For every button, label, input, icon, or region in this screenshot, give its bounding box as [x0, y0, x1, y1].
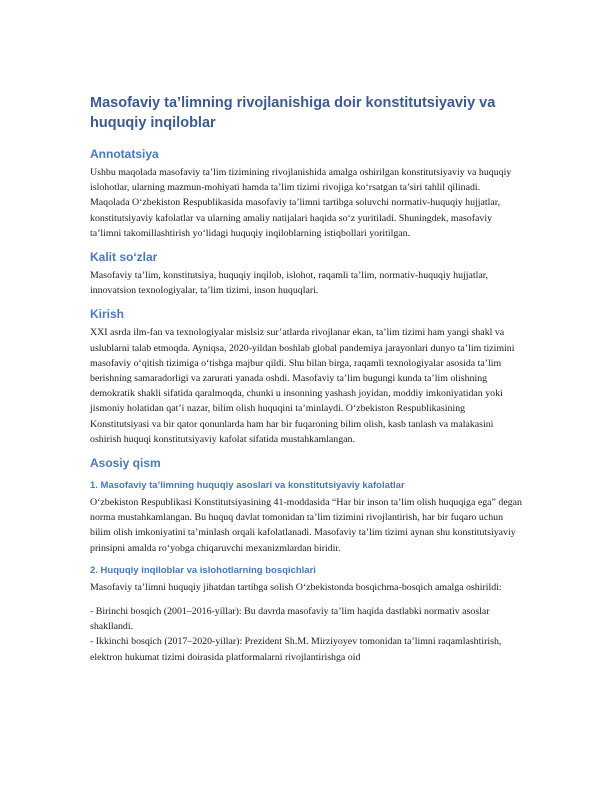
- keywords-text: Masofaviy ta’lim, konstitutsiya, huquqiy inqilob, islohot, raqamli ta’lim, normativ-huquqiy hujjatlar, innovatsion texnologiyalar, ta’lim tizimi, inson huquqlari.: [90, 270, 489, 297]
- document-content: [90, 93, 522, 665]
- document-title: Masofaviy ta’limning rivojlanishiga doir konstitutsiyaviy va huquqiy inqiloblar: [90, 95, 496, 131]
- list-item: - Ikkinchi bosqich (2017–2020-yillar): Prezident Sh.M. Mirziyoyev tomonidan ta’limni raqamlashtirish, elektron hukumat tizimi doirasida platformalarni rivojlantirishga oid: [90, 636, 502, 663]
- intro-heading: Kirish: [90, 307, 125, 322]
- list-item: - Birinchi bosqich (2001–2016-yillar): Bu davrda masofaviy ta’lim haqida dastlabki normativ asoslar shakllandi.: [90, 606, 490, 633]
- keywords-heading: Kalit so‘zlar: [90, 250, 158, 265]
- section-2-heading: 2. Huquqiy inqiloblar va islohotlarning bosqichlari: [90, 564, 316, 576]
- section-1-heading: 1. Masofaviy ta’limning huquqiy asoslari va konstitutsiyaviy kafolatlar: [90, 480, 405, 492]
- section-2-text: Masofaviy ta’limni huquqiy jihatdan tartibga solish O‘zbekistonda bosqichma-bosqich amalga oshirildi:: [90, 581, 502, 593]
- intro-text: XXI asrda ilm-fan va texnologiyalar mislsiz sur’atlarda rivojlanar ekan, ta’lim tizimi ham yangi shakl va uslublarni talab etmoqda. Ayniqsa, 2020-yildan boshlab global pandemiya jarayonlari dunyo ta’lim tizimini masofaviy o‘qitish tizimiga o‘tishga majbur qildi. Shu bilan birga, raqamli texnologiyalar asosida ta’lim berishning samaradorligi va zarurati yanada oshdi. Masofaviy ta’lim bugungi kunda ta’lim olishning demokratik shakli sifatida qaralmoqda, chunki u insonning yashash joyidan, moddiy imkoniyatidan yoki jismoniy holatidan qat’i nazar, bilim olish huquqini ta’minlaydi. O‘zbekiston Respublikasining Konstitutsiyasi va bir qator qonunlarda ham har bir fuqaroning bilim olish, kasb tanlash va malakasini oshirish huquqi konstitutsiyaviy kafolat sifatida mustahkamlangan.: [90, 327, 515, 445]
- main-heading: Asosiy qism: [90, 456, 161, 471]
- section-1-text: O‘zbekiston Respublikasi Konstitutsiyasining 41-moddasida “Har bir inson ta’lim olish huquqiga ega” degan norma mustahkamlangan. Bu huquq davlat tomonidan ta’lim tizimini rivojlantirish, har bir fuqaro uchun bilim olish imkoniyatini ta’minlash orqali kafolatlanadi. Masofaviy ta’lim tizimi aynan shu konstitutsiyaviy prinsipni amalda ro‘yobga chiqaruvchi mexanizmlardan biridir.: [90, 497, 522, 554]
- annotation-text: Ushbu maqolada masofaviy ta’lim tizimining rivojlanishida amalga oshirilgan konstitutsiyaviy va huquqiy islohotlar, ularning mazmun-mohiyati hamda ta’lim tizimi rivojiga ko‘rsatgan ta’siri tahlil qilinadi. Maqolada O‘zbekiston Respublikasida masofaviy ta’limni tartibga soluvchi normativ-huquqiy hujjatlar, konstitutsiyaviy kafolatlar va ularning amaliy natijalari haqida so‘z yuritiladi. Shuningdek, masofaviy ta’limni takomillashtirish yo‘lidagi huquqiy inqiloblarning istiqbollari yoritilgan.: [90, 167, 512, 239]
- annotation-heading: Annotatsiya: [90, 147, 159, 161]
